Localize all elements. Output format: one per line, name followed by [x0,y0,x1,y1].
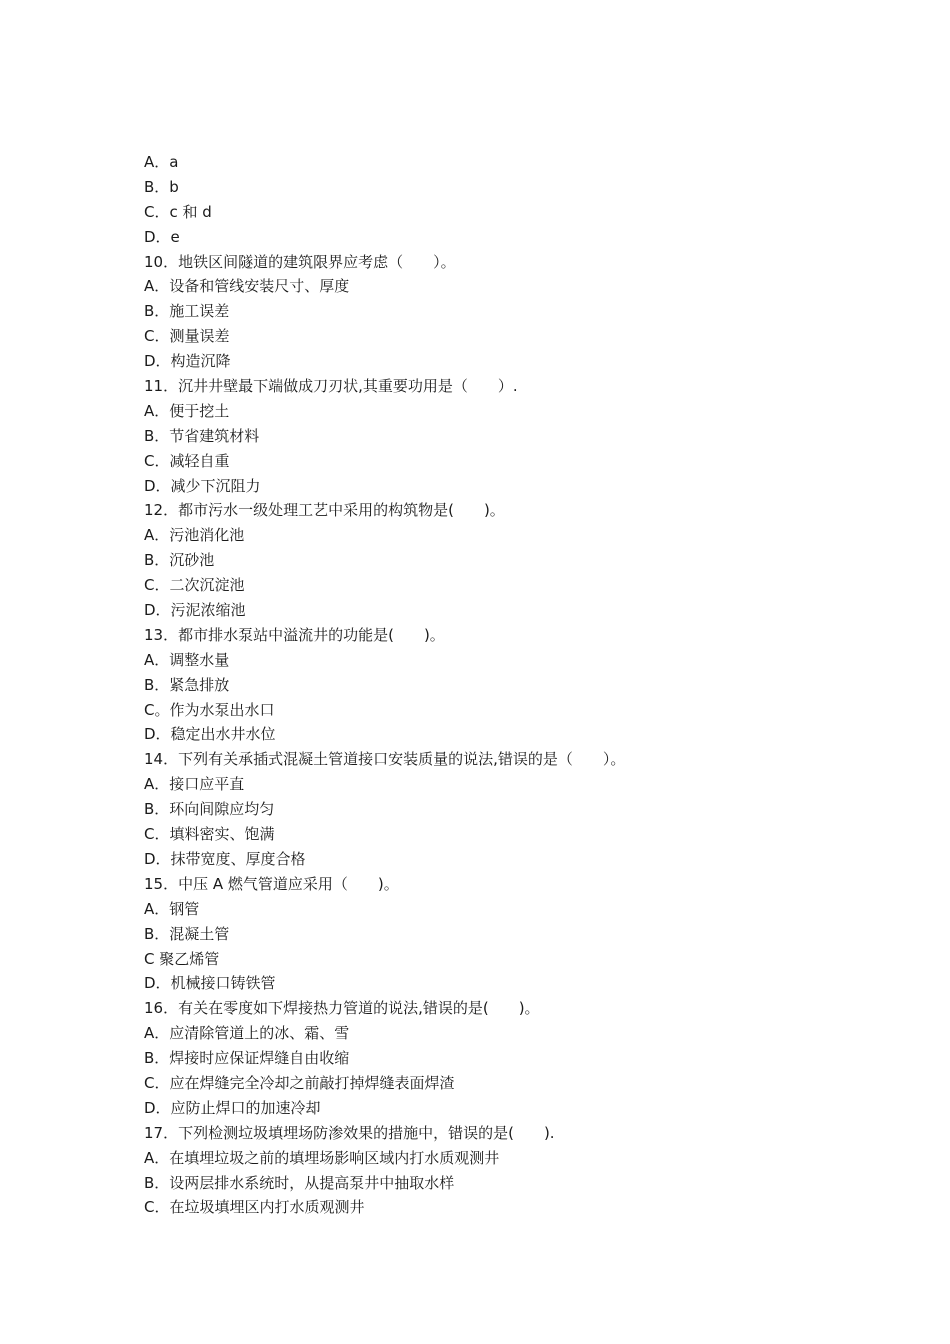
text-line: B．沉砂池 [144,551,215,570]
text-line: B．节省建筑材料 [144,426,260,445]
text-line: B．b [144,177,179,196]
question-list [144,150,864,1220]
text-line: A．设备和管线安装尺寸、厚度 [144,277,350,296]
text-line: A．污池消化池 [144,526,245,545]
text-line: C．填料密实、饱满 [144,825,275,844]
text-line: A．调整水量 [144,650,230,669]
text-line: 16．有关在零度如下焊接热力管道的说法,错误的是( )。 [144,999,540,1018]
text-line: B．紧急排放 [144,675,230,694]
text-line: C．c 和 d [144,202,212,221]
text-line: D．减少下沉阻力 [144,476,261,495]
text-line: C 聚乙烯管 [144,949,220,968]
text-line: A．接口应平直 [144,775,245,794]
text-line: A．在填埋垃圾之前的填埋场影响区域内打水质观测井 [144,1148,500,1167]
text-line: 13．都市排水泵站中溢流井的功能是( )。 [144,625,445,644]
text-line: D．抹带宽度、厚度合格 [144,849,306,868]
text-line: 12．都市污水一级处理工艺中采用的构筑物是( )。 [144,501,505,520]
text-line: B．施工误差 [144,302,230,321]
text-line: 14．下列有关承插式混凝土管道接口安装质量的说法,错误的是（ ）。 [144,750,626,769]
text-line: C．在垃圾填埋区内打水质观测井 [144,1198,365,1217]
text-line: B．混凝土管 [144,924,230,943]
text-line: 15．中压 A 燃气管道应采用（ )。 [144,874,399,893]
text-line: D．应防止焊口的加速冷却 [144,1098,321,1117]
text-line: B．设两层排水系统时，从提高泵井中抽取水样 [144,1173,455,1192]
text-line: 17．下列检测垃圾填埋场防渗效果的措施中，错误的是( ). [144,1123,555,1142]
text-line: D．构造沉降 [144,352,231,371]
text-line: A．应清除管道上的冰、霜、雪 [144,1024,350,1043]
text-line: A．a [144,153,179,171]
text-line: D．机械接口铸铁管 [144,974,276,993]
text-line: D．e [144,227,180,246]
text-line: 10．地铁区间隧道的建筑限界应考虑（ ）。 [144,252,456,271]
text-line: D．污泥浓缩池 [144,601,246,620]
text-line: C．测量误差 [144,327,230,346]
text-line: C．应在焊缝完全冷却之前敲打掉焊缝表面焊渣 [144,1073,455,1092]
text-line: C。作为水泵出水口 [144,700,275,719]
text-line: C．减轻自重 [144,451,230,470]
text-line: D．稳定出水井水位 [144,725,276,744]
text-line: B．焊接时应保证焊缝自由收缩 [144,1049,350,1068]
text-line: A．便于挖土 [144,401,230,420]
text-line: B．环向间隙应均匀 [144,800,275,819]
text-line: A．钢管 [144,899,200,918]
text-line: 11．沉井井壁最下端做成刀刃状,其重要功用是（ ）. [144,377,518,396]
text-line: C．二次沉淀池 [144,576,245,595]
